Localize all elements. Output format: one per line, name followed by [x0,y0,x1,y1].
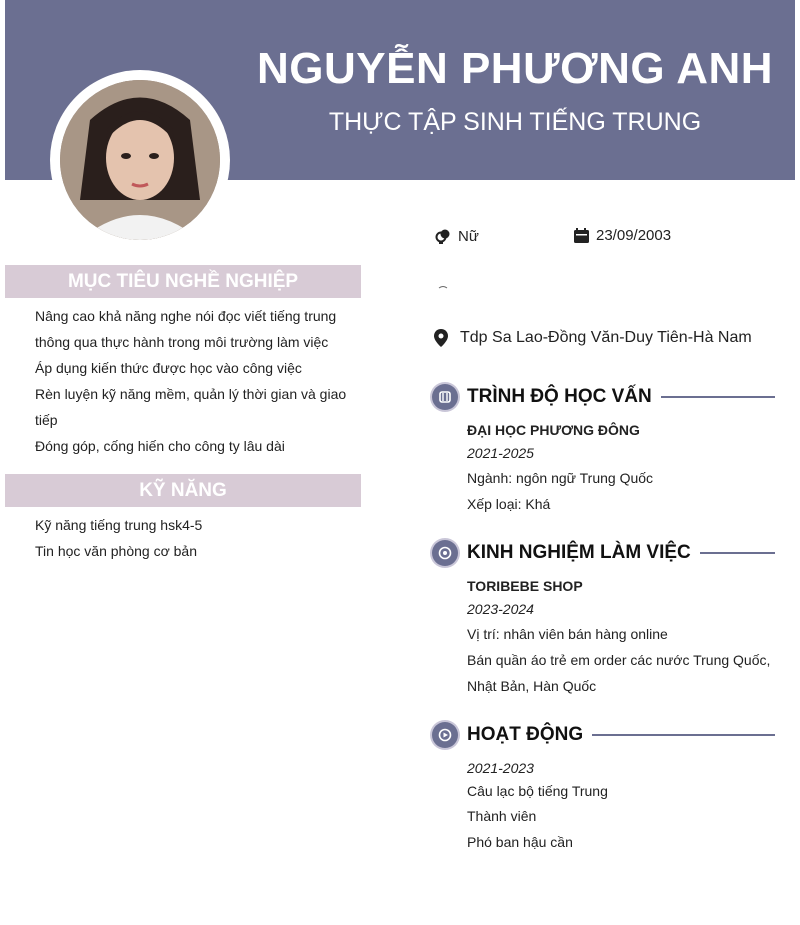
experience-period: 2023-2024 [467,601,534,617]
education-grade: Xếp loại: Khá [467,496,551,512]
cropped-text-fragment [438,276,448,278]
section-divider [592,734,775,736]
skills-heading: KỸ NĂNG [5,474,361,507]
activities-heading: HOẠT ĐỘNG [467,724,584,745]
objective-line: Áp dụng kiến thức được học vào công việc [35,360,302,376]
dob-value: 23/09/2003 [596,227,672,244]
education-section-title [432,382,775,412]
experience-desc: Nhật Bản, Hàn Quốc [467,678,597,694]
objective-text [35,303,350,459]
objective-line: Nâng cao khả năng nghe nói đọc viết tiếng trung [35,308,337,324]
gender-value: Nữ [458,227,479,245]
experience-desc: Bán quần áo trẻ em order các nước Trung Quốc, [467,652,771,668]
experience-position: Vị trí: nhân viên bán hàng online [467,626,668,642]
calendar-icon [573,227,590,244]
section-divider [661,396,775,398]
skill-item: Tin học văn phòng cơ bản [35,543,197,559]
activities-member: Thành viên [467,808,537,824]
activities-section-title [432,720,775,750]
experience-heading: KINH NGHIỆM LÀM VIỆC [467,542,691,563]
candidate-role: THỰC TẬP SINH TIẾNG TRUNG [328,108,702,136]
education-heading: TRÌNH ĐỘ HỌC VẤN [467,386,652,407]
skill-item: Kỹ năng tiếng trung hsk4-5 [35,517,203,533]
location-pin-icon [434,329,448,347]
section-divider [700,552,775,554]
objective-heading: MỤC TIÊU NGHỀ NGHIỆP [5,265,361,298]
activities-club: Câu lạc bộ tiếng Trung [467,783,608,799]
activities-period: 2021-2023 [467,760,534,776]
address-value: Tdp Sa Lao-Đồng Văn-Duy Tiên-Hà Nam [460,329,752,346]
education-period: 2021-2025 [467,445,534,461]
gender-icon [434,227,452,245]
experience-section-title [432,538,775,568]
education-icon [432,384,458,410]
education-school: ĐẠI HỌC PHƯƠNG ĐÔNG [467,422,640,438]
experience-icon [432,540,458,566]
activities-role: Phó ban hậu cần [467,834,573,850]
skills-list [35,512,350,564]
objective-line: Đóng góp, cống hiến cho công ty lâu dài [35,438,285,454]
objective-line: thông qua thực hành trong môi trường làm việc [35,334,329,350]
experience-company: TORIBEBE SHOP [467,578,583,594]
gender-info [434,227,479,245]
education-major: Ngành: ngôn ngữ Trung Quốc [467,470,654,486]
objective-line: Rèn luyện kỹ năng mềm, quản lý thời gian và giao [35,386,347,402]
address-info [434,329,752,347]
activities-icon [432,722,458,748]
objective-line: tiếp [35,412,58,428]
dob-info [573,227,671,244]
avatar [60,80,220,240]
candidate-name: NGUYỄN PHƯƠNG ANH [256,44,774,93]
